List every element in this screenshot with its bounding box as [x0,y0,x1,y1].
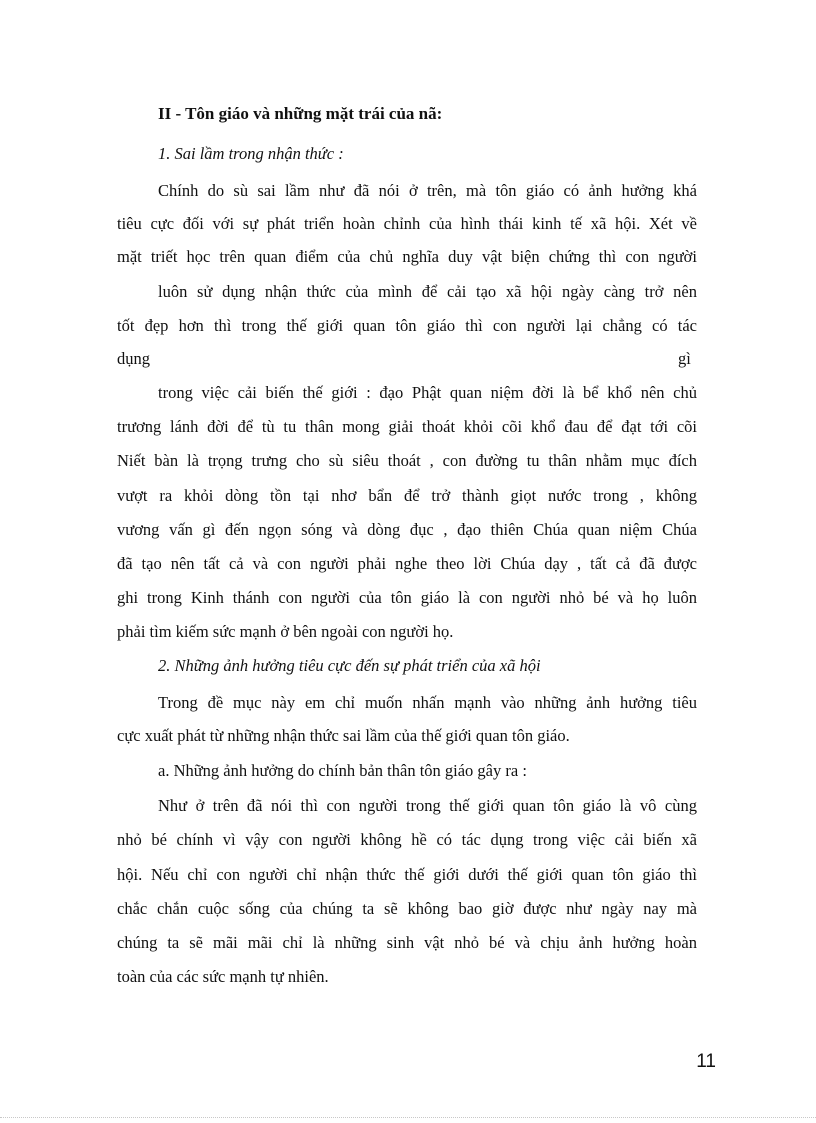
section-title: II - Tôn giáo và những mặt trái của nã: [158,104,443,123]
paragraph-line: tốt đẹp hơn thì trong thế giới quan tôn giáo thì con người lại chẳng có tác [117,316,697,335]
paragraph-line: gì [678,349,691,368]
paragraph-line: chắc chắn cuộc sống của chúng ta sẽ không bao giờ được như ngày nay mà [117,899,697,918]
page-bottom-rule [0,1117,816,1118]
subsection-2-heading: 2. Những ảnh hưởng tiêu cực đến sự phát triển của xã hội [158,656,541,675]
paragraph-line: ghi trong Kinh thánh con người của tôn giáo là con người nhỏ bé và họ luôn [117,588,697,607]
paragraph-line: hội. Nếu chỉ con người chỉ nhận thức thế giới dưới thế giới quan tôn giáo thì [117,865,697,884]
paragraph-line: trong việc cải biến thế giới : đạo Phật quan niệm đời là bể khổ nên chủ [158,383,697,402]
paragraph-line: Như ở trên đã nói thì con người trong thế giới quan tôn giáo là vô cùng [158,796,697,815]
paragraph-line: vượt ra khỏi dòng tồn tại nhơ bẩn để trở thành giọt nước trong , không [117,486,697,505]
paragraph-line: phải tìm kiếm sức mạnh ở bên ngoài con người họ. [117,622,454,641]
paragraph-line: đã tạo nên tất cả và con người phải nghe theo lời Chúa dạy , tất cả đã được [117,554,697,573]
paragraph-line: Chính do sù sai lầm như đã nói ở trên, mà tôn giáo có ảnh hưởng khá [158,181,697,200]
paragraph-line: Niết bàn là trọng trưng cho sù siêu thoát , con đường tu thân nhằm mục đích [117,451,697,470]
paragraph-line: toàn của các sức mạnh tự nhiên. [117,967,329,986]
paragraph-line: trương lánh đời để tù tu thân mong giải thoát khỏi cõi khổ đau để đạt tới cõi [117,417,697,436]
paragraph-line: cực xuất phát từ những nhận thức sai lầm của thế giới quan tôn giáo. [117,726,570,745]
paragraph-line: dụng [117,349,150,368]
paragraph-line: vương vấn gì đến ngọn sóng và dòng đục , đạo thiên Chúa quan niệm Chúa [117,520,697,539]
paragraph-line: Trong đề mục này em chỉ muốn nhấn mạnh vào những ảnh hưởng tiêu [158,693,697,712]
paragraph-line: luôn sử dụng nhận thức của mình để cải tạo xã hội ngày càng trở nên [158,282,697,301]
page-number: 11 [696,1051,716,1072]
paragraph-line: nhỏ bé chính vì vậy con người không hề có tác dụng trong việc cải biến xã [117,830,697,849]
paragraph-line: mặt triết học trên quan điểm của chủ nghĩa duy vật biện chứng thì con người [117,247,697,266]
subsection-a-heading: a. Những ảnh hưởng do chính bản thân tôn giáo gây ra : [158,761,527,780]
subsection-1-heading: 1. Sai lầm trong nhận thức : [158,144,344,163]
paragraph-line: chúng ta sẽ mãi mãi chỉ là những sinh vật nhỏ bé và chịu ảnh hưởng hoàn [117,933,697,952]
paragraph-line: tiêu cực đối với sự phát triển hoàn chỉnh của hình thái kinh tế xã hội. Xét về [117,214,697,233]
